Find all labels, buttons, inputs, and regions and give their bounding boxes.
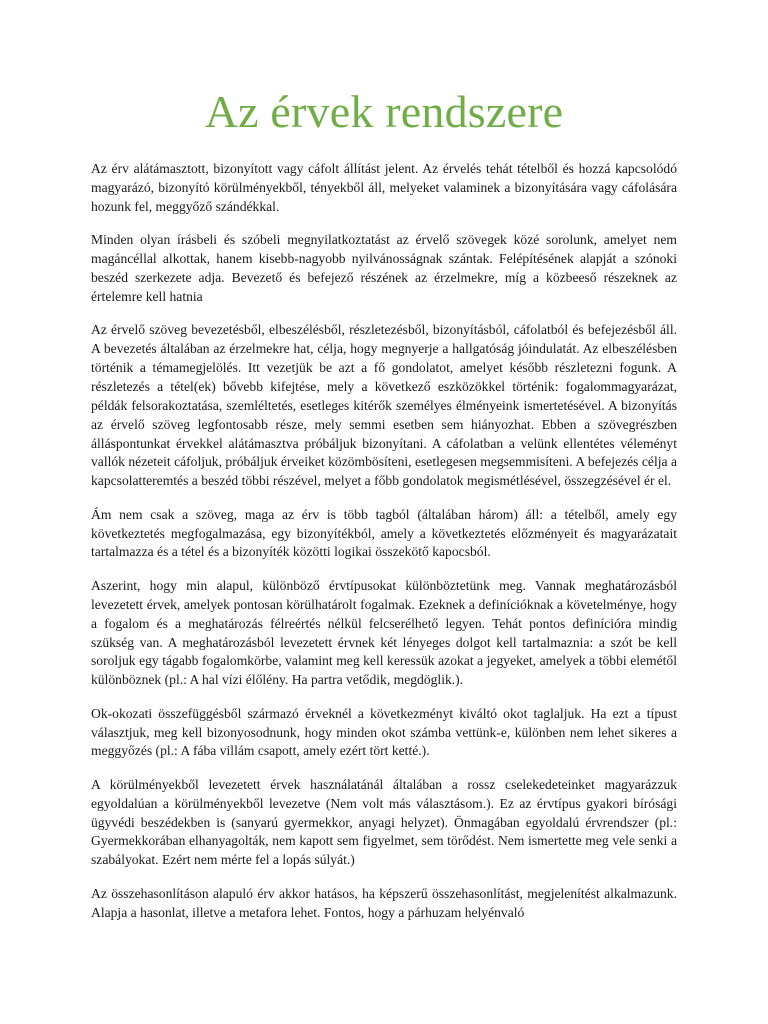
paragraph-argumentative-texts: Minden olyan írásbeli és szóbeli megnyilatkoztatást az érvelő szövegek közé sorolunk, amelyet nem magáncéllal alkottak, hanem kisebb-nagyobb nyilvánosságnak szántak. Felépítésének alapját a szónoki beszéd szerkezete adja. Bevezető és befejező részének az érzelmekre, míg a közbeeső részeknek az értelemre kell hatnia bbox=[91, 232, 677, 304]
paragraph-structure: Az érvelő szöveg bevezetésből, elbeszélésből, részletezésből, bizonyításból, cáfolatból és befejezésből áll. A bevezetés általában az érzelmekre hat, célja, hogy megnyerje a hallgatóság jóindulatát. Az elbeszélésben történik a témamegjelölés. Itt vezetjük be azt a fő gondolatot, amelyet később részletezni fogunk. A részletezés a tétel(ek) bővebb kifejtése, mely a következő eszközökkel történik: fogalommagyarázat, példák felsorakoztatása, szemléltetés, esetleges kitérők személyes élményeink ismertetésével. A bizonyítás az érvelő szöveg legfontosabb része, mely semmi esetben sem hiányozhat. Ebben a szövegrészben álláspontunkat érvekkel alátámasztva próbáljuk bizonyítani. A cáfolatban a velünk ellentétes véleményt vallók nézeteit cáfoljuk, próbáljuk érveiket közömbösíteni, esetlegesen megsemmisíteni. A befejezés célja a kapcsolatteremtés a beszéd többi részével, melyet a főbb gondolatok megismétlésével, összegzésével ér el. bbox=[91, 322, 677, 489]
paragraph-definition: Az érv alátámasztott, bizonyított vagy cáfolt állítást jelent. Az érvelés tehát tételből és hozzá kapcsolódó magyarázó, bizonyító körülményekből, tényekből áll, melyeket valaminek a bizonyítására vagy cáfolására hozunk fel, meggyőző szándékkal. bbox=[91, 161, 677, 214]
paragraph-comparison-arguments: Az összehasonlításon alapuló érv akkor hatásos, ha képszerű összehasonlítást, megjelenítést alkalmazunk. Alapja a hasonlat, illetve a metafora lehet. Fontos, hogy a párhuzam helyénvaló bbox=[91, 885, 677, 920]
page-title: Az érvek rendszere bbox=[204, 86, 564, 137]
paragraph-definition-arguments: Aszerint, hogy min alapul, különböző érvtípusokat különböztetünk meg. Vannak meghatározásból levezetett érvek, amelyek pontosan körülhatárolt fogalmak. Ezeknek a definícióknak a követelménye, hogy a fogalom és a meghatározás félreértés nélkül felcserélhető legyen. Tehát pontos definícióra mindig szükség van. A meghatározásból levezetett érvnek két lényeges dolgot kell tartalmaznia: a szót be kell soroljuk egy tágabb fogalomkörbe, valamint meg kell keressük azokat a jegyeket, amelyek a többi elemétől különböznek (pl.: A hal vízi élőlény. Ha partra vetődik, megdöglik.). bbox=[91, 577, 677, 688]
paragraph-causal-arguments: Ok-okozati összefüggésből származó érveknél a következményt kiváltó okot taglaljuk. Ha ezt a típust választjuk, meg kell bizonyosodnunk, hogy minden okot számba vettünk-e, különben nem lehet sikeres a meggyőzés (pl.: A fába villám csapott, amely ezért tört ketté.). bbox=[91, 705, 677, 759]
document-body bbox=[91, 160, 677, 937]
paragraph-argument-parts: Ám nem csak a szöveg, maga az érv is több tagból (általában három) áll: a tételből, amely egy következtetés megfogalmazása, egy bizonyítékból, amely a következtetés előzményeit és magyarázatait tartalmazza és a tétel és a bizonyíték közötti logikai összekötő kapocsból. bbox=[91, 506, 677, 560]
paragraph-circumstance-arguments: A körülményekből levezetett érvek használatánál általában a rossz cselekedeteinket magyarázzuk egyoldalúan a körülményekből levezetve (Nem volt más választásom.). Ez az érvtípus gyakori bírósági ügyvédi beszédekben is (sanyarú gyermekkor, anyagi helyzet). Önmagában egyoldalú érvrendszer (pl.: Gyermekkorában elhanyagolták, nem kapott sem figyelmet, sem törődést. Nem ismertette meg vele senki a szabályokat. Ezért nem mérte fel a lopás súlyát.) bbox=[91, 776, 677, 868]
